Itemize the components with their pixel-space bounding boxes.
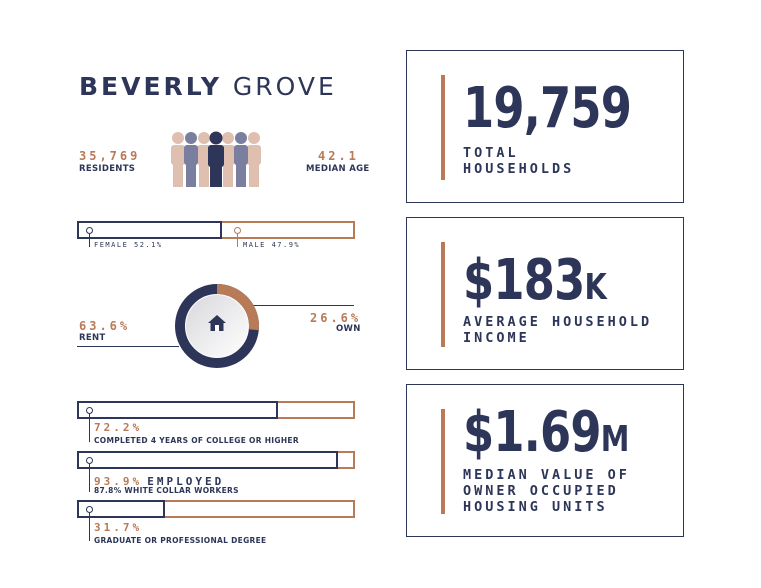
female-label: FEMALE 52.1% <box>94 241 163 249</box>
rent-label: RENT <box>79 333 106 343</box>
college-marker-line <box>89 414 90 442</box>
rent-value: 63.6% <box>79 319 131 333</box>
employed-marker <box>86 457 93 464</box>
households-label: TOTAL HOUSEHOLDS <box>463 145 575 177</box>
own-value: 26.6% <box>310 311 362 325</box>
own-label: OWN <box>336 324 361 334</box>
households-value: 19,759 <box>463 76 632 141</box>
median-age-value: 42.1 <box>318 149 359 163</box>
people-group-icon <box>168 130 264 194</box>
home-value-accent <box>441 409 445 514</box>
home-value-card <box>406 384 684 537</box>
house-icon <box>207 314 227 336</box>
grad-value: 31.7% <box>94 521 143 534</box>
residents-value: 35,769 <box>79 149 141 163</box>
home-value-label: MEDIAN VALUE OF OWNER OCCUPIED HOUSING UNITS <box>463 467 630 515</box>
households-card <box>406 50 684 203</box>
rent-leader-line <box>77 346 179 347</box>
male-label: MALE 47.9% <box>243 241 301 249</box>
employed-marker-line <box>89 464 90 492</box>
female-marker-line <box>89 234 90 247</box>
grad-marker <box>86 506 93 513</box>
male-marker <box>234 227 241 234</box>
income-label: AVERAGE HOUSEHOLD INCOME <box>463 314 653 346</box>
college-bar-fill <box>77 401 278 419</box>
employed-value: 93.9% <box>94 475 143 488</box>
median-age-label: MEDIAN AGE <box>306 164 370 174</box>
page-title <box>79 72 337 101</box>
title-bold: BEVERLY <box>79 72 222 101</box>
income-card <box>406 217 684 370</box>
households-accent <box>441 75 445 180</box>
home-value-value: $1.69M <box>463 400 629 465</box>
male-marker-line <box>237 234 238 247</box>
employed-label: EMPLOYED <box>147 475 225 488</box>
residents-label: RESIDENTS <box>79 164 136 174</box>
gender-bar-female-fill <box>77 221 222 239</box>
income-value: $183K <box>463 248 607 313</box>
white-collar-label: 87.8% WHITE COLLAR WORKERS <box>94 486 239 495</box>
gender-bar <box>77 221 355 239</box>
employed-bar-fill <box>77 451 338 469</box>
college-label: COMPLETED 4 YEARS OF COLLEGE OR HIGHER <box>94 436 299 445</box>
own-leader-line <box>250 305 354 306</box>
college-marker <box>86 407 93 414</box>
income-accent <box>441 242 445 347</box>
grad-label: GRADUATE OR PROFESSIONAL DEGREE <box>94 536 267 545</box>
college-value: 72.2% <box>94 421 143 434</box>
female-marker <box>86 227 93 234</box>
grad-marker-line <box>89 513 90 541</box>
title-light: GROVE <box>232 72 337 101</box>
